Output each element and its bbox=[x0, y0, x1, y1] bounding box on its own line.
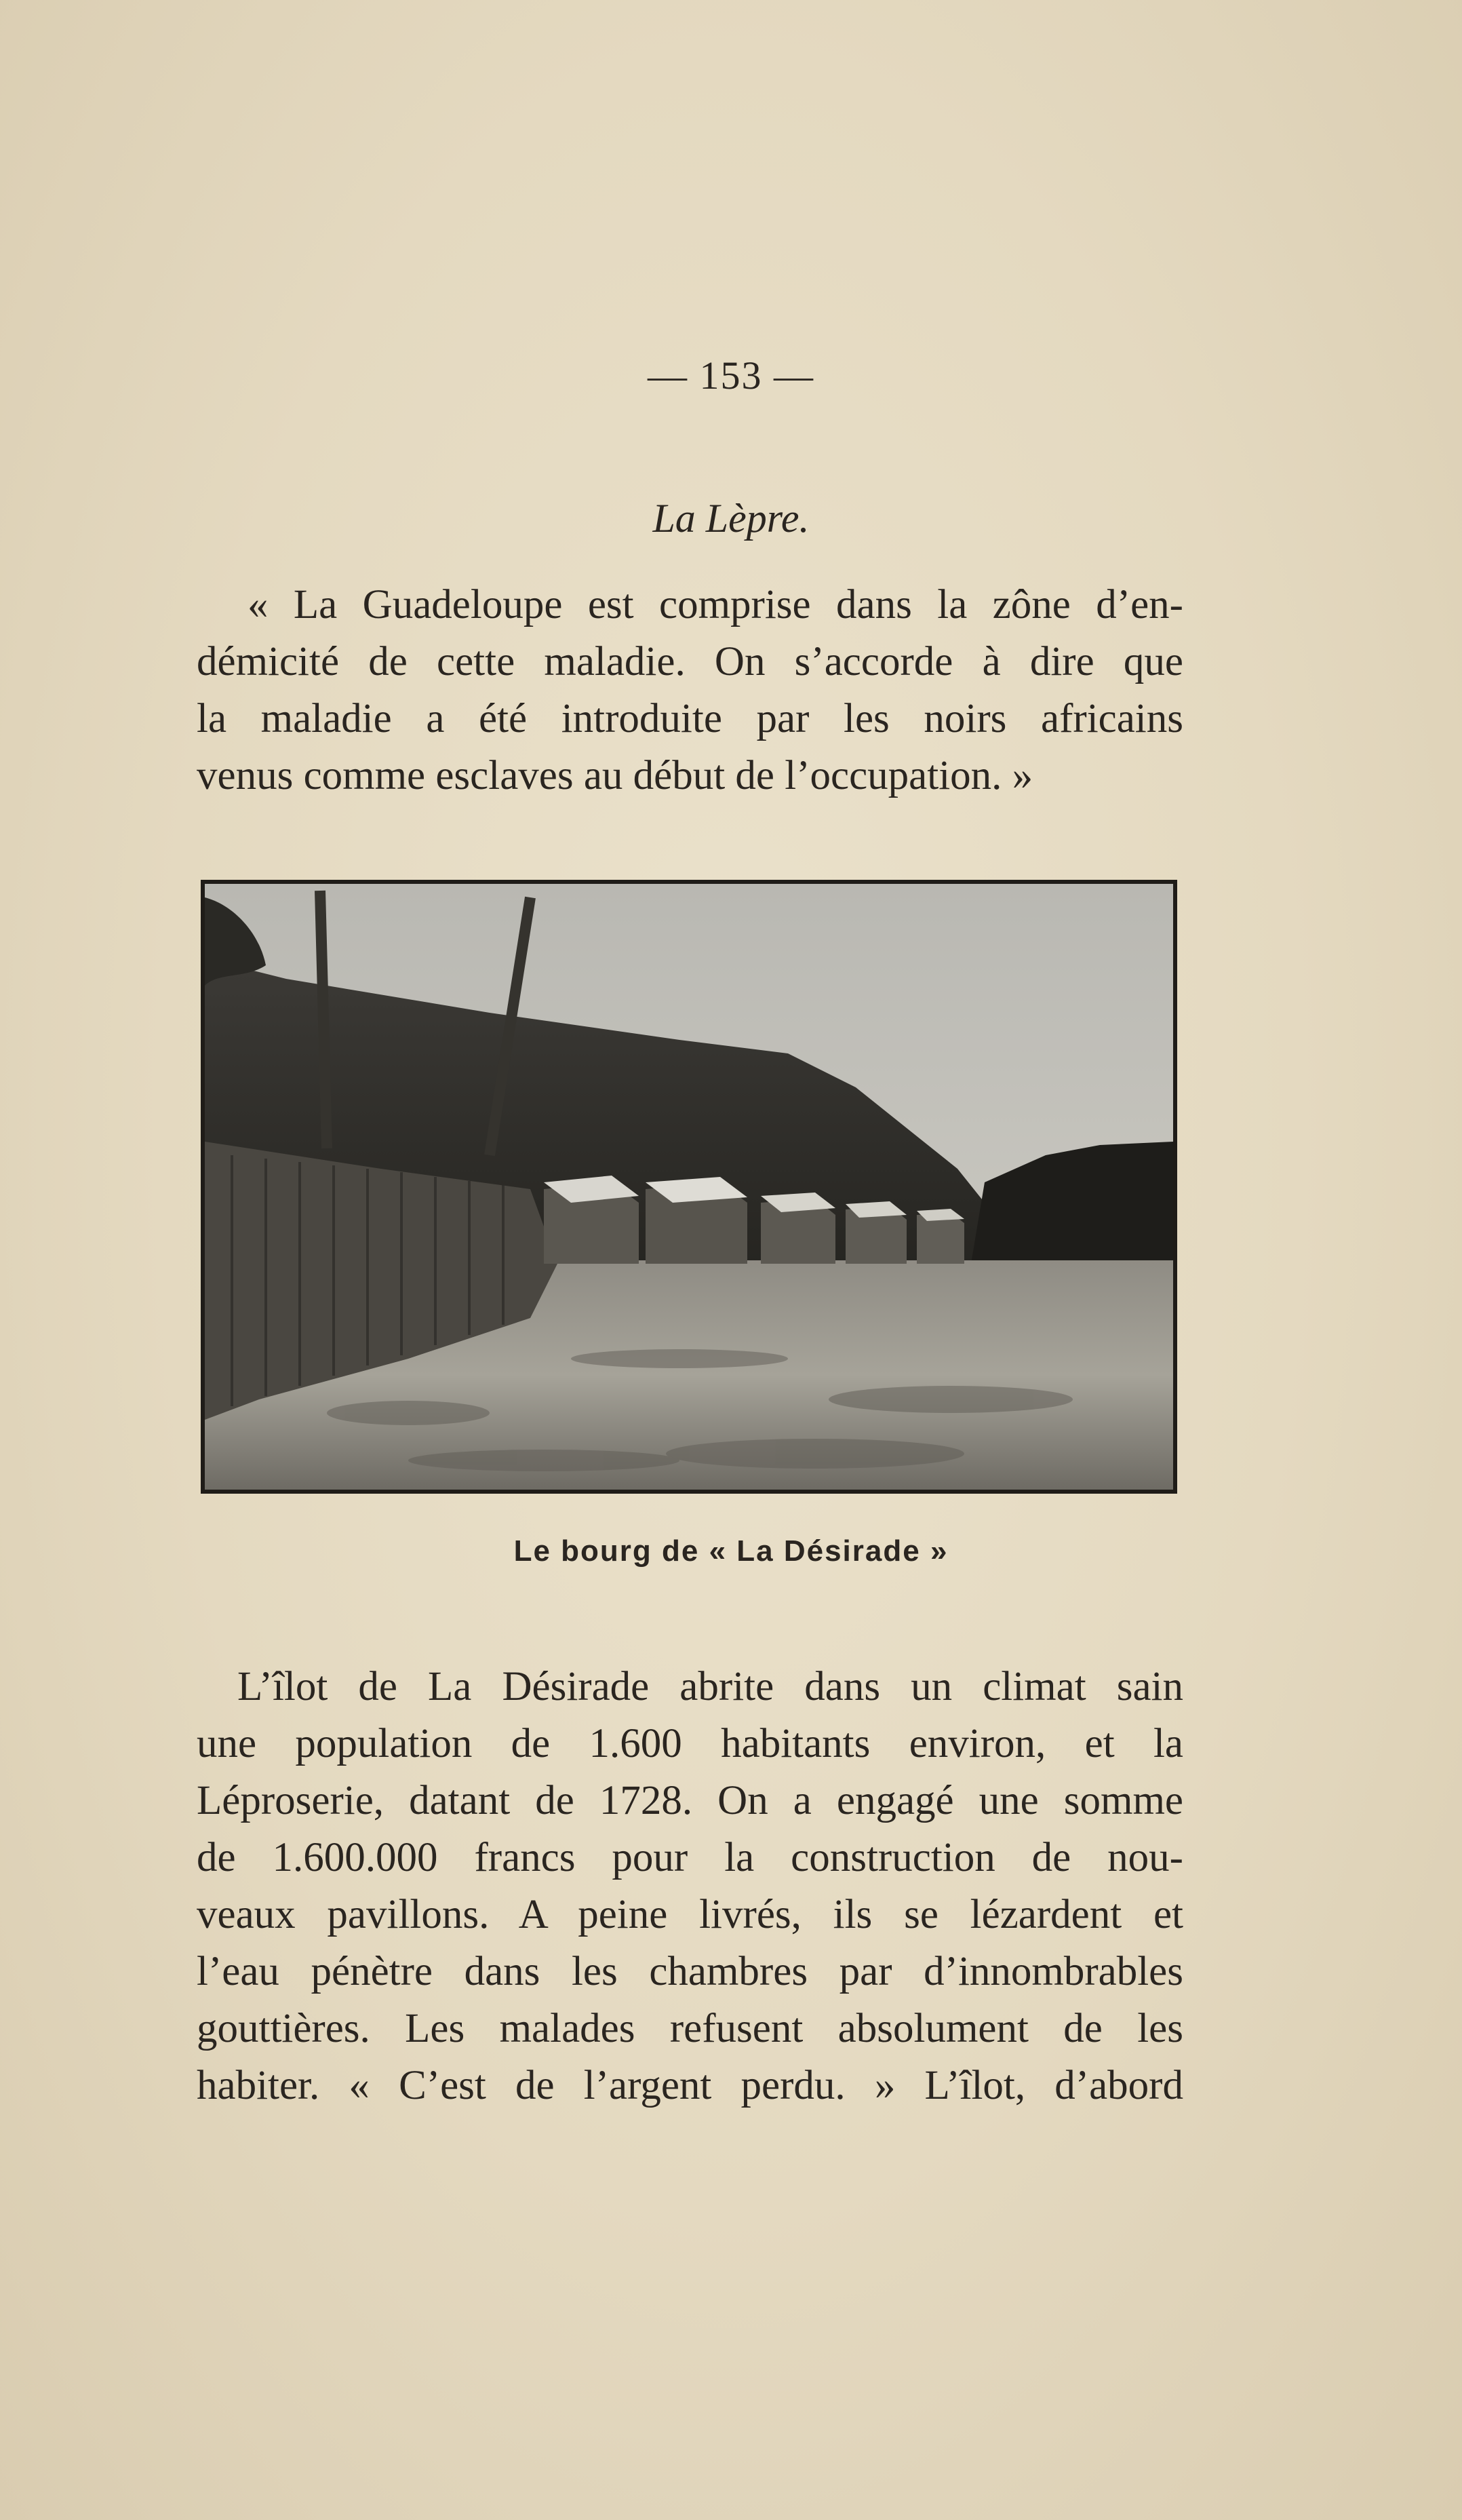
text-line: une population de 1.600 habitants environ, et la bbox=[197, 1721, 1183, 1766]
section-title: La Lèpre. bbox=[652, 496, 810, 541]
text-line: gouttières. Les malades refusent absolument de les bbox=[197, 2006, 1183, 2051]
pole-left bbox=[320, 891, 327, 1148]
text-line: Léproserie, datant de 1728. On a engagé une somme bbox=[197, 1778, 1183, 1823]
text-line: l’eau pénètre dans les chambres par d’innombrables bbox=[197, 1949, 1183, 1994]
text-line: la maladie a été introduite par les noirs africains bbox=[197, 696, 1183, 741]
photograph-village bbox=[201, 880, 1177, 1494]
text-line: veaux pavillons. A peine livrés, ils se lézardent et bbox=[197, 1892, 1183, 1937]
quote-paragraph bbox=[197, 577, 1183, 805]
text-line: habiter. « C’est de l’argent perdu. » L’îlot, d’abord bbox=[197, 2063, 1183, 2108]
page-number: — 153 — bbox=[648, 353, 814, 398]
body-paragraph bbox=[197, 1659, 1183, 2114]
text-line: démicité de cette maladie. On s’accorde à dire que bbox=[197, 639, 1183, 684]
text-line: de 1.600.000 francs pour la construction de nou- bbox=[197, 1835, 1183, 1880]
text-line: venus comme esclaves au début de l’occupation. » bbox=[197, 753, 1033, 798]
text-line: L’îlot de La Désirade abrite dans un climat sain bbox=[237, 1664, 1183, 1709]
photo-caption: Le bourg de « La Désirade » bbox=[513, 1534, 949, 1568]
text-line: « La Guadeloupe est comprise dans la zône d’en- bbox=[248, 582, 1183, 627]
photo-illustration bbox=[205, 884, 1173, 1490]
